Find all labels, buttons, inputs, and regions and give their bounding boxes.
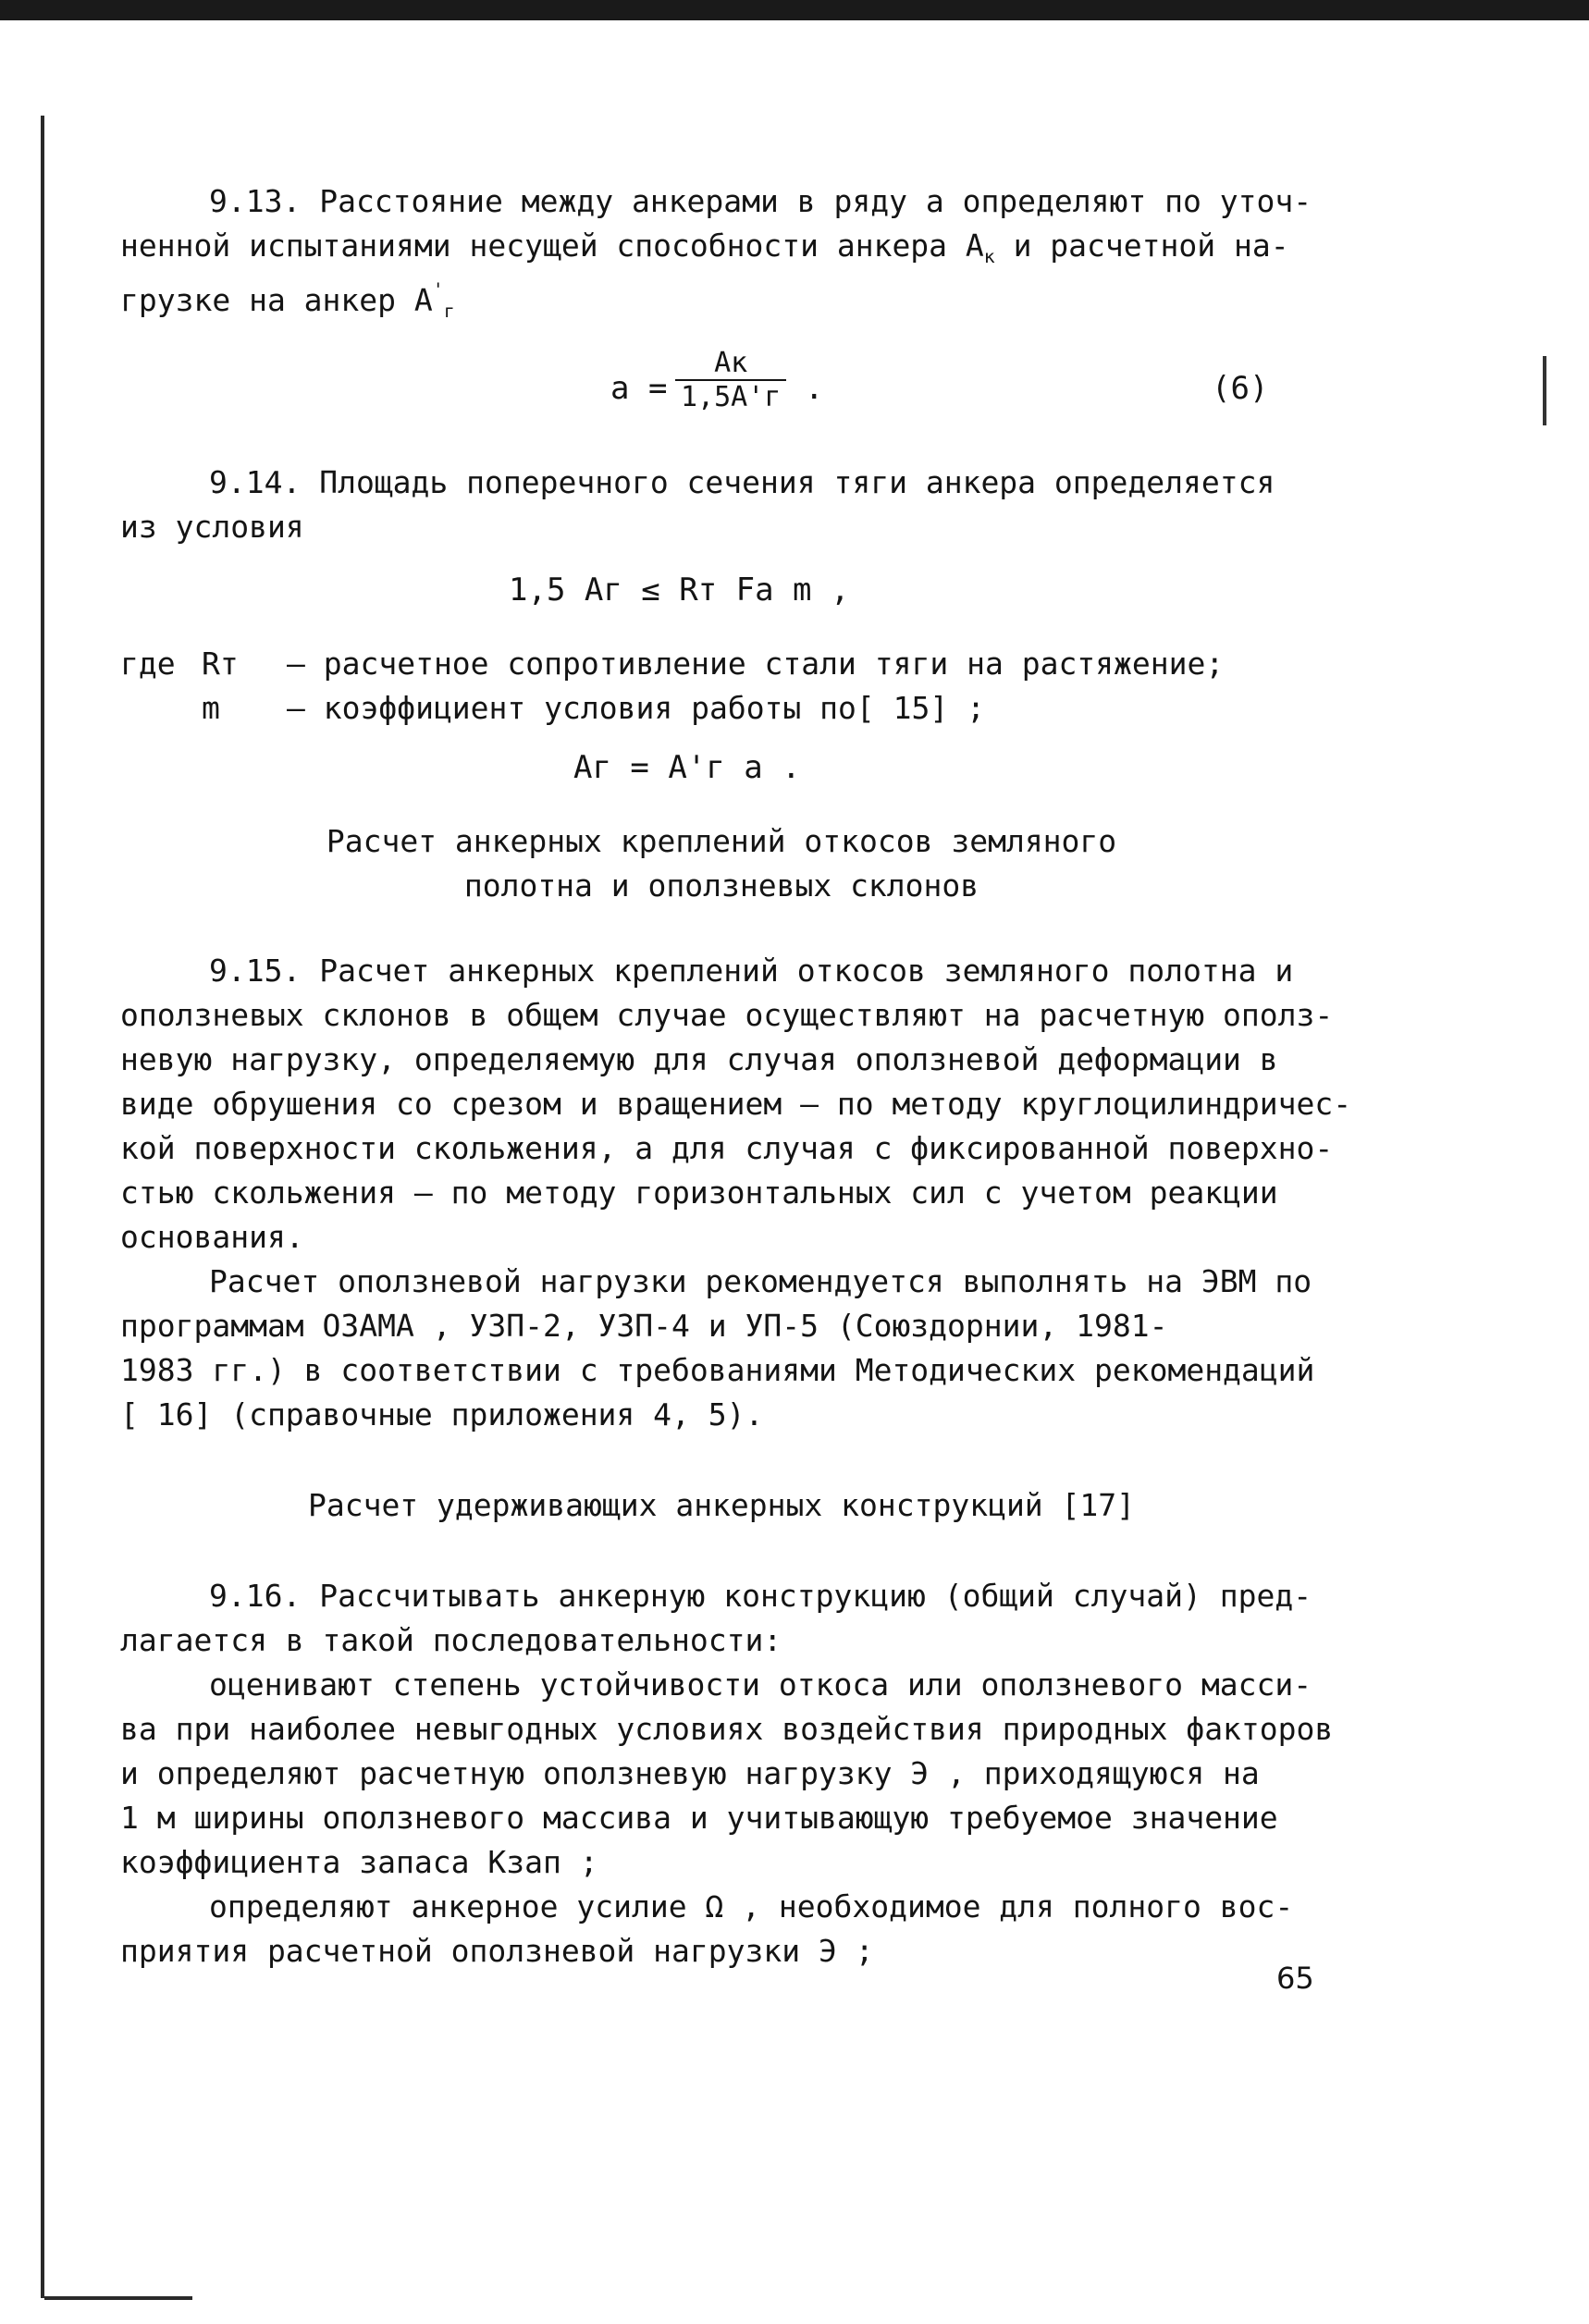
p915-line-5: кой поверхности скольжения, а для случая с фиксированной поверхно- [120, 1130, 1334, 1166]
p915b-line-3: 1983 гг.) в соответствии с требованиями Методических рекомендаций [120, 1352, 1315, 1388]
scan-bottom-edge [44, 2296, 192, 2300]
p915-line-2: оползневых склонов в общем случае осуществляют на расчетную ополз- [120, 997, 1334, 1033]
p913-line-3: грузке на анкер $A'_г$ [120, 279, 455, 322]
eq-ar: Aг = A'г a . [573, 749, 801, 786]
p915-line-1: 9.15. Расчет анкерных креплений откосов земляного полотна и [209, 953, 1294, 989]
p916-line-9: приятия расчетной оползневой нагрузки Э ; [120, 1933, 874, 1969]
p915-line-3: невую нагрузку, определяемую для случая оползневой деформации в [120, 1041, 1278, 1077]
p913-line-1: 9.13. Расстояние между анкерами в ряду a определяют по уточ- [209, 183, 1312, 219]
p915-line-7: основания. [120, 1219, 304, 1255]
eq6-numerator: Aк [675, 347, 786, 381]
eq6-denominator: 1,5A'г [681, 381, 782, 413]
def-2-text: – коэффициент условия работы по[ 15] ; [287, 690, 985, 726]
p914-line-2: из условия [120, 509, 304, 545]
heading-1-line-1: Расчет анкерных креплений откосов земляного [326, 823, 1117, 859]
ineq: 1,5 Aг ≤ Rт Fа m , [509, 572, 850, 609]
p915b-line-4: [ 16] (справочные приложения 4, 5). [120, 1396, 764, 1433]
p915-line-4: виде обрушения со срезом и вращением – по методу круглоцилиндричес- [120, 1086, 1352, 1122]
scan-left-edge [41, 116, 44, 2298]
p914-line-1: 9.14. Площадь поперечного сечения тяги анкера определяется [209, 464, 1275, 500]
eq6-lhs: a = [610, 370, 668, 407]
p916-line-6: 1 м ширины оползневого массива и учитывающую требуемое значение [120, 1800, 1278, 1836]
p916-line-2: лагается в такой последовательности: [120, 1622, 782, 1658]
p913-line-2: ненной испытаниями несущей способности анкера $A_к$ и расчетной на- [120, 227, 1289, 267]
def-1-lead: где [120, 646, 176, 682]
def-2-symbol: m [202, 690, 220, 726]
p916-line-8: определяют анкерное усилие Ω , необходимое для полного вос- [209, 1888, 1294, 1924]
def-1-text: – расчетное сопротивление стали тяги на растяжение; [287, 646, 1225, 682]
p916-line-5: и определяют расчетную оползневую нагрузку Э , приходящуюся на [120, 1755, 1260, 1791]
page-number: 65 [1276, 1961, 1314, 1996]
p916-line-7: коэффициента запаса Kзап ; [120, 1844, 598, 1880]
def-1-symbol: Rт [202, 646, 239, 682]
p916-line-3: оценивают степень устойчивости откоса или оползневого масси- [209, 1666, 1312, 1703]
eq6-label: (6) [1212, 370, 1269, 407]
eq6-tail: . [805, 370, 824, 407]
p916-line-1: 9.16. Рассчитывать анкерную конструкцию (общий случай) пред- [209, 1578, 1312, 1614]
p916-line-4: ва при наиболее невыгодных условиях воздействия природных факторов [120, 1711, 1334, 1747]
heading-1-line-2: полотна и оползневых склонов [463, 867, 979, 904]
p915b-line-2: программам ОЗАМА , УЗП-2, УЗП-4 и УП-5 (Союздорнии, 1981- [120, 1308, 1168, 1344]
scan-top-border [0, 0, 1589, 20]
p915-line-6: стью скольжения – по методу горизонтальных сил с учетом реакции [120, 1174, 1278, 1211]
p915b-line-1: Расчет оползневой нагрузки рекомендуется выполнять на ЭВМ по [209, 1263, 1312, 1299]
heading-2: Расчет удерживающих анкерных конструкций [17] [307, 1487, 1136, 1523]
scan-right-mark [1543, 356, 1546, 425]
eq6-fraction [675, 347, 786, 413]
